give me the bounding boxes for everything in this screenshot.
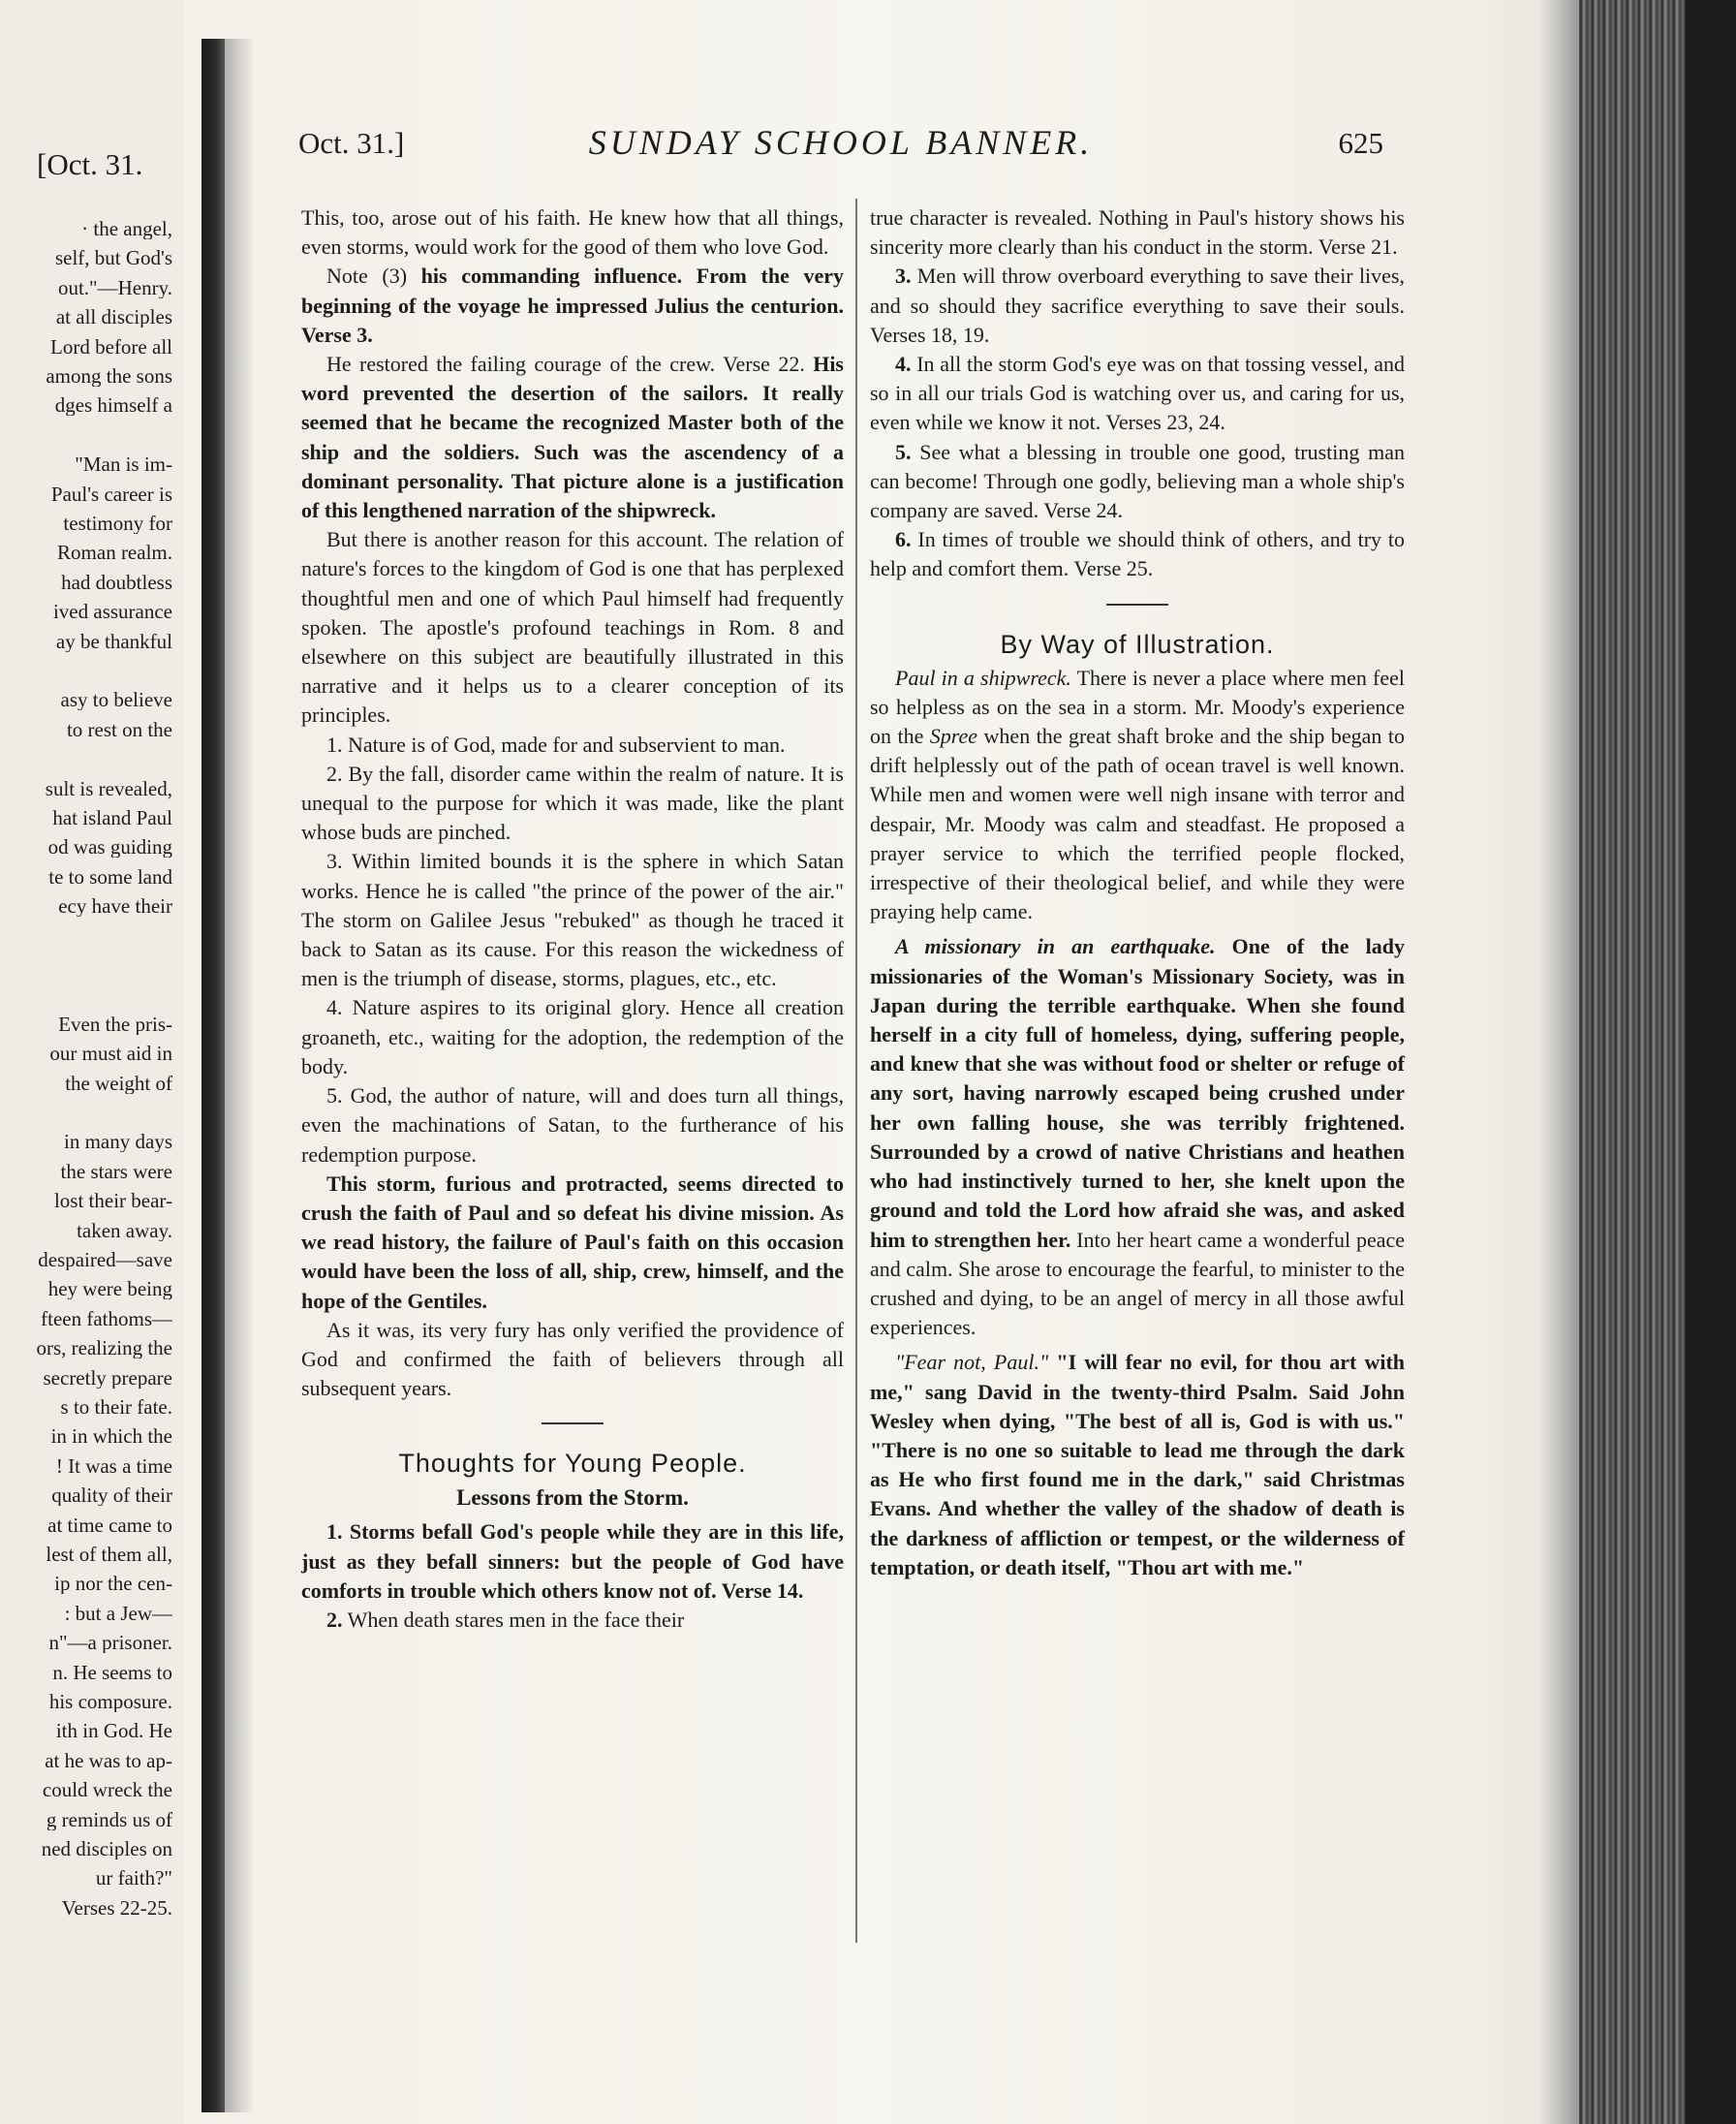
facing-page-line: had doubtless [61, 572, 172, 593]
facing-page-line: taken away. [77, 1220, 172, 1241]
lesson-item [301, 1517, 844, 1606]
right-column [870, 203, 1405, 1582]
facing-page-line: to rest on the [66, 719, 172, 740]
header-date: Oct. 31.] [298, 126, 405, 160]
facing-page-line: ur faith?" [95, 1868, 172, 1890]
facing-page-line: "Man is im- [75, 454, 172, 476]
facing-page-line: in many days [64, 1132, 172, 1153]
text: See what a blessing in trouble one good, trusting man can become! Through one godly, believing man a whole ship's company are saved. Verse 24. [870, 439, 1405, 523]
facing-page-line: Verses 22-25. [61, 1897, 172, 1919]
item-number: 1. [326, 1519, 343, 1545]
text: When death stares men in the face their [342, 1607, 685, 1632]
facing-page-line: ip nor the cen- [54, 1574, 172, 1595]
text: when the great shaft broke and the ship began to drift helplessly out of the path of ocean travel is well known. While men and women were well nigh insane with terror and despair, Mr. Moody was calm and steadfast. He proposed a prayer service to which the terrified people flocked, irrespective of their theological belief, and while they were praying help came. [870, 724, 1405, 924]
facing-page-line: ned disciples on [41, 1839, 172, 1859]
facing-page-line: at he was to ap- [45, 1750, 172, 1771]
facing-page-line: Lord before all [50, 336, 172, 358]
book-gutter [202, 39, 225, 2112]
facing-page-line: among the sons [46, 366, 172, 387]
facing-page-line: sult is revealed, [45, 778, 172, 799]
facing-page-fragment [0, 0, 184, 2124]
facing-page-line: hey were being [47, 1279, 172, 1300]
paragraph: true character is revealed. Nothing in Paul's history shows his sincerity more clearly than his conduct in the storm. Verse 21. [870, 205, 1405, 260]
lesson-item [301, 1606, 844, 1635]
paragraph [301, 350, 844, 525]
text: Men will throw overboard everything to save their lives, and so should they sacrifice everything to save their souls. Verses 18, 19. [870, 264, 1405, 347]
text: his commanding influence. From the very beginning of the voyage he impressed Julius the centurion. Verse 3. [301, 264, 844, 347]
illustration-lead: "Fear not, Paul." [895, 1350, 1049, 1375]
facing-page-line: secretly prepare [43, 1367, 172, 1389]
item-number: 3. [895, 264, 912, 289]
facing-page-line: self, but God's [54, 248, 172, 269]
publication-title: SUNDAY SCHOOL BANNER. [588, 123, 1094, 162]
section-rule [542, 1422, 604, 1424]
facing-page-line: quality of their [51, 1485, 172, 1507]
paragraph [301, 262, 844, 350]
facing-page-line: Even the pris- [58, 1014, 172, 1035]
item-number: 4. [895, 352, 912, 377]
facing-page-line: dges himself a [54, 395, 172, 417]
paragraph: But there is another reason for this account. The relation of nature's forces to the kingdom of God is one that has perplexed thoughtful men and one of which Paul himself had frequently spoken. The apostle's profound teachings in Rom. 8 and elsewhere on this subject are beautifully illustrated in this narrative and it helps us to a clearer conception of its principles. [301, 527, 844, 728]
facing-page-line: the weight of [65, 1073, 172, 1094]
text: His word prevented the desertion of the sailors. It really seemed that he became the recognized Master both of the ship and the soldiers. Such was the ascendency of a dominant personality. That picture alone is a justification of this lengthened narration of the shipwreck. [301, 352, 844, 523]
facing-page-line: od was guiding [47, 837, 172, 859]
facing-page-line: at time came to [47, 1515, 172, 1536]
numbered-point: 5. God, the author of nature, will and does turn all things, even the machinations of Satan, to the furtherance of his redemption purpose. [301, 1083, 844, 1167]
facing-page-line: n"—a prisoner. [48, 1633, 172, 1654]
column-divider [855, 199, 857, 1943]
facing-page-line: in in which the [50, 1426, 172, 1448]
facing-page-line: : but a Jew— [64, 1603, 172, 1624]
lesson-item [870, 350, 1405, 438]
text: "I will fear no evil, for thou art with me," sang David in the twenty-third Psalm. Said John Wesley when dying, "The best of all is, God is with us." "There is no one so suitable to lead me through the dark as He who first found me in the dark," said Christmas Evans. And whether the valley of the shadow of death is the darkness of affliction or tempest, or the wilderness of temptation, or death itself, "Thou art with me." [870, 1350, 1406, 1579]
facing-page-line: ! It was a time [55, 1455, 172, 1477]
numbered-point: 1. Nature is of God, made for and subservient to man. [326, 732, 786, 757]
facing-page-line: te to some land [48, 866, 172, 888]
facing-page-line: s to their fate. [60, 1397, 172, 1418]
facing-page-line: ecy have their [58, 896, 172, 918]
facing-page-line: lest of them all, [46, 1545, 172, 1565]
facing-page-line: could wreck the [42, 1780, 172, 1801]
illustration-lead: A missionary in an earthquake. [895, 934, 1216, 959]
facing-page-line: ith in God. He [55, 1721, 172, 1742]
text: He restored the failing courage of the crew. Verse 22. [326, 352, 814, 377]
item-number: 5. [895, 439, 912, 464]
text: Into her heart came a wonderful peace and calm. She arose to encourage the fearful, to minister to the crushed and dying, to be an angel of mercy in all those awful experiences. [870, 1227, 1405, 1340]
numbered-point: 3. Within limited bounds it is the sphere in which Satan works. Hence he is called "the prince of the power of the air." The storm on Galilee Jesus "rebuked" as though he traced it back to Satan as its cause. For this reason the wickedness of men is the triumph of disease, storms, plagues, etc., etc. [301, 849, 844, 991]
page-number: 625 [1338, 126, 1383, 160]
book-cover-edge [1686, 0, 1736, 2124]
paragraph: This, too, arose out of his faith. He knew how that all things, even storms, would work for the good of them who love God. [301, 205, 844, 260]
facing-page-line: his composure. [48, 1692, 172, 1712]
facing-page-line: hat island Paul [52, 808, 172, 828]
running-header [298, 120, 1383, 169]
paragraph: This storm, furious and protracted, seems directed to crush the faith of Paul and so defeat his divine mission. As we read history, the failure of Paul's faith on this occasion would have been the loss of all, ship, crew, himself, and the hope of the Gentiles. [301, 1171, 844, 1313]
left-column [301, 203, 844, 1635]
facing-page-line: testimony for [63, 514, 172, 534]
facing-page-line: ors, realizing the [36, 1338, 172, 1359]
text: In all the storm God's eye was on that tossing vessel, and so in all our trials God is watching over us, and caring for us, even while we know it not. Verses 23, 24. [870, 352, 1405, 435]
facing-page-line: the stars were [60, 1161, 172, 1182]
illustration-paragraph [870, 1348, 1405, 1582]
facing-page-line: Paul's career is [50, 484, 172, 505]
item-number: 2. [326, 1607, 343, 1632]
numbered-point: 4. Nature aspires to its original glory. Hence all creation groaneth, etc., waiting for the adoption, the redemption of the body. [301, 995, 844, 1078]
text: One of the lady missionaries of the Woman's Missionary Society, was in Japan during the terrible earthquake. When she found herself in a city full of homeless, dying, suffering people, and knew that she was without food or shelter or refuge of any sort, having narrowly escaped being crushed under her own falling house, she was terribly frightened. Surrounded by a crowd of native Christians and heathen who had instinctively turned to her, she knelt upon the ground and told the Lord how afraid she was, and asked him to strengthen her. [870, 934, 1405, 1252]
facing-page-line: despaired—save [38, 1250, 172, 1270]
lesson-item [870, 438, 1405, 526]
facing-page-line: n. He seems to [52, 1662, 172, 1683]
facing-page-line: g reminds us of [46, 1809, 172, 1830]
section-rule [1106, 604, 1168, 606]
facing-page-line: fteen fathoms— [41, 1308, 172, 1329]
facing-page-line: ived assurance [52, 602, 172, 623]
facing-page-line: out."—Henry. [57, 277, 172, 298]
section-heading: By Way of Illustration. [1000, 629, 1275, 659]
text: In times of trouble we should think of others, and try to help and comfort them. Verse 25. [870, 527, 1405, 581]
facing-page-line: asy to believe [60, 690, 172, 711]
facing-page-line: · the angel, [81, 219, 172, 239]
lesson-item [870, 262, 1405, 350]
note-ref: Note (3) [326, 264, 408, 289]
illustration-paragraph [870, 932, 1405, 1342]
gutter-shadow [225, 39, 254, 2112]
item-number: 6. [895, 527, 912, 552]
facing-page-line: Roman realm. [57, 543, 172, 564]
facing-page-header: [Oct. 31. [37, 147, 143, 181]
section-subheading: Lessons from the Storm. [456, 1485, 689, 1511]
text: Storms befall God's people while they are in this life, just as they befall sinners: but the people of God have comforts in trouble which others know not of. Verse 14. [301, 1519, 844, 1603]
numbered-point: 2. By the fall, disorder came within the realm of nature. It is unequal to the purpose for which it was made, like the plant whose buds are pinched. [301, 761, 844, 845]
facing-page-line: at all disciples [55, 307, 172, 328]
illustration-lead: Paul in a shipwreck. [895, 665, 1071, 690]
ship-name: Spree [929, 724, 978, 749]
paragraph: As it was, its very fury has only verified the providence of God and confirmed the faith of believers through all subsequent years. [301, 1317, 844, 1401]
section-heading: Thoughts for Young People. [398, 1449, 747, 1479]
text: There is never a place where men feel so helpless as on the sea in a storm. Mr. Moody's experience on the [870, 665, 1405, 749]
facing-page-line: our must aid in [49, 1044, 172, 1065]
facing-page-line: ay be thankful [55, 631, 172, 652]
facing-page-line: lost their bear- [53, 1191, 172, 1212]
lesson-item [870, 525, 1405, 583]
illustration-paragraph [870, 664, 1405, 927]
